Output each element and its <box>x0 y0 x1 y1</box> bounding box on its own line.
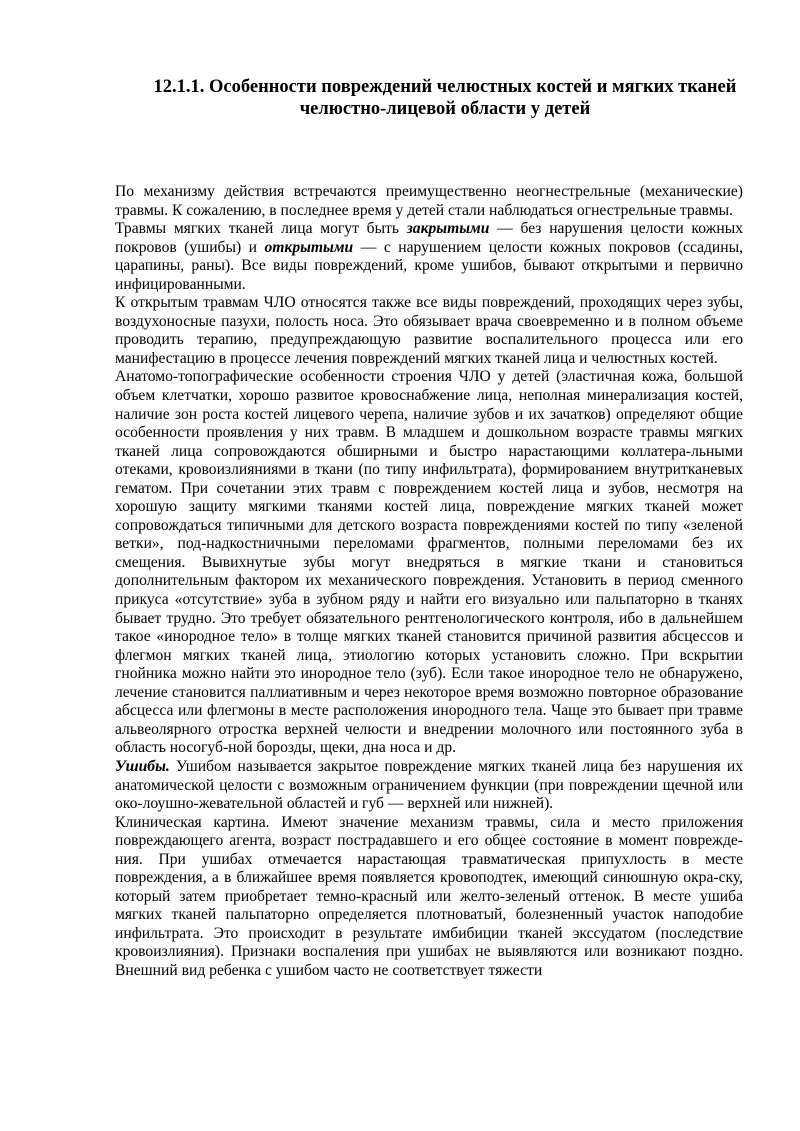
paragraph-contusions <box>115 758 743 814</box>
term-closed: закрытыми <box>406 220 490 238</box>
paragraph-clinical-picture: Клиническая картина. Имеют значение механизм травмы, сила и место приложения повреждающего агента, возраст пострадавшего и его общее состояние в момент поврежде-ния. При ушибах отмечается нарастающая травматическая припухлость в месте повреждения, а в ближайшее время появляется кровоподтек, имеющий синюшную окра-ску, который затем приобретает темно-красный или желто-зеленый оттенок. В месте ушиба мягких тканей пальпаторно определяется плотноватый, болезненный участок наподобие инфильтрата. Это происходит в результате имбибиции тканей экссудатом (последствие кровоизлияния). Признаки воспаления при ушибах не выявляются или возникают поздно. Внешний вид ребенка с ушибом часто не соответствует тяжести <box>115 813 743 979</box>
heading-line-1: 12.1.1. Особенности повреждений челюстных костей и мягких тканей <box>153 77 737 97</box>
paragraph-text: — без нарушения целости кожных покровов (ушибы) и <box>115 220 743 256</box>
term-open: открытыми <box>264 238 354 256</box>
paragraph-text: Ушибом называется закрытое повреждение мягких тканей лица без нарушения их анатомической целости с возможным ограничением функции (при повреждении щечной или око-лоушно-жевательной областей и губ — верхней или нижней). <box>115 757 743 813</box>
paragraph-text: Травмы мягких тканей лица могут быть <box>115 220 407 238</box>
paragraph-soft-tissue-injuries <box>115 220 743 294</box>
heading-line-2: челюстно-лицевой области у детей <box>299 99 591 119</box>
paragraph-text: — с нарушением целости кожных покровов (ссадины, царапины, раны). Все виды повреждений, кроме ушибов, бывают открытыми и первично инфицированными. <box>115 238 744 293</box>
paragraph-open-injuries: К открытым травмам ЧЛО относятся также все виды повреждений, проходящих через зубы, воздухоносные пазухи, полость носа. Это обязывает врача своевременно и в полном объеме проводить терапию, предупреждающую развитие воспалительного процесса или его манифестацию в процессе лечения повреждений мягких тканей лица и челюстных костей. <box>115 294 743 367</box>
paragraph-mechanism: По механизму действия встречаются преимущественно неогнестрельные (механические) травмы. К сожалению, в последнее время у детей стали наблюдаться огнестрельные травмы. <box>115 183 743 219</box>
term-contusions: Ушибы. <box>115 757 170 775</box>
section-heading <box>110 76 780 120</box>
paragraph-anatomy: Анатомо-топографические особенности строения ЧЛО у детей (эластичная кожа, большой объем клетчатки, хорошо развитое кровоснабжение лица, неполная минерализация костей, наличие зон роста костей лицевого черепа, наличие зубов и их зачатков) определяют общие особенности проявления у них травм. В младшем и дошкольном возрасте травмы мягких тканей лица сопровождаются обширными и быстро нарастающими коллатера-льными отеками, кровоизлияниями в ткани (по типу инфильтрата), формированием внутритканевых гематом. При сочетании этих травм с повреждением костей лица и зубов, несмотря на хорошую защиту мягкими тканями костей лица, повреждение мягких тканей может сопровождаться типичными для детского возраста повреждениями костей по типу «зеленой ветки», под-надкостничными переломами фрагментов, полными переломами без их смещения. Вывихнутые зубы могут внедряться в мягкие ткани и становиться дополнительным фактором их механического повреждения. Установить в период сменного прикуса «отсутствие» зуба в зубном ряду и найти его визуально или пальпаторно в тканях бывает трудно. Это требует обязательного рентгенологического контроля, ибо в дальнейшем такое «инородное тело» в толще мягких тканей становится причиной развития абсцессов и флегмон мягких тканей лица, этиологию которых установить сложно. При вскрытии гнойника можно найти это инородное тело (зуб). Если такое инородное тело не обнаружено, лечение становится паллиативным и через некоторое время возможно повторное образование абсцесса или флегмоны в месте расположения инородного тела. Чаще это бывает при травме альвеолярного отростка верхней челюсти и внедрении молочного или постоянного зуба в область носогуб-ной борозды, щеки, дна носа и др. <box>115 368 743 757</box>
body-text <box>115 183 743 981</box>
